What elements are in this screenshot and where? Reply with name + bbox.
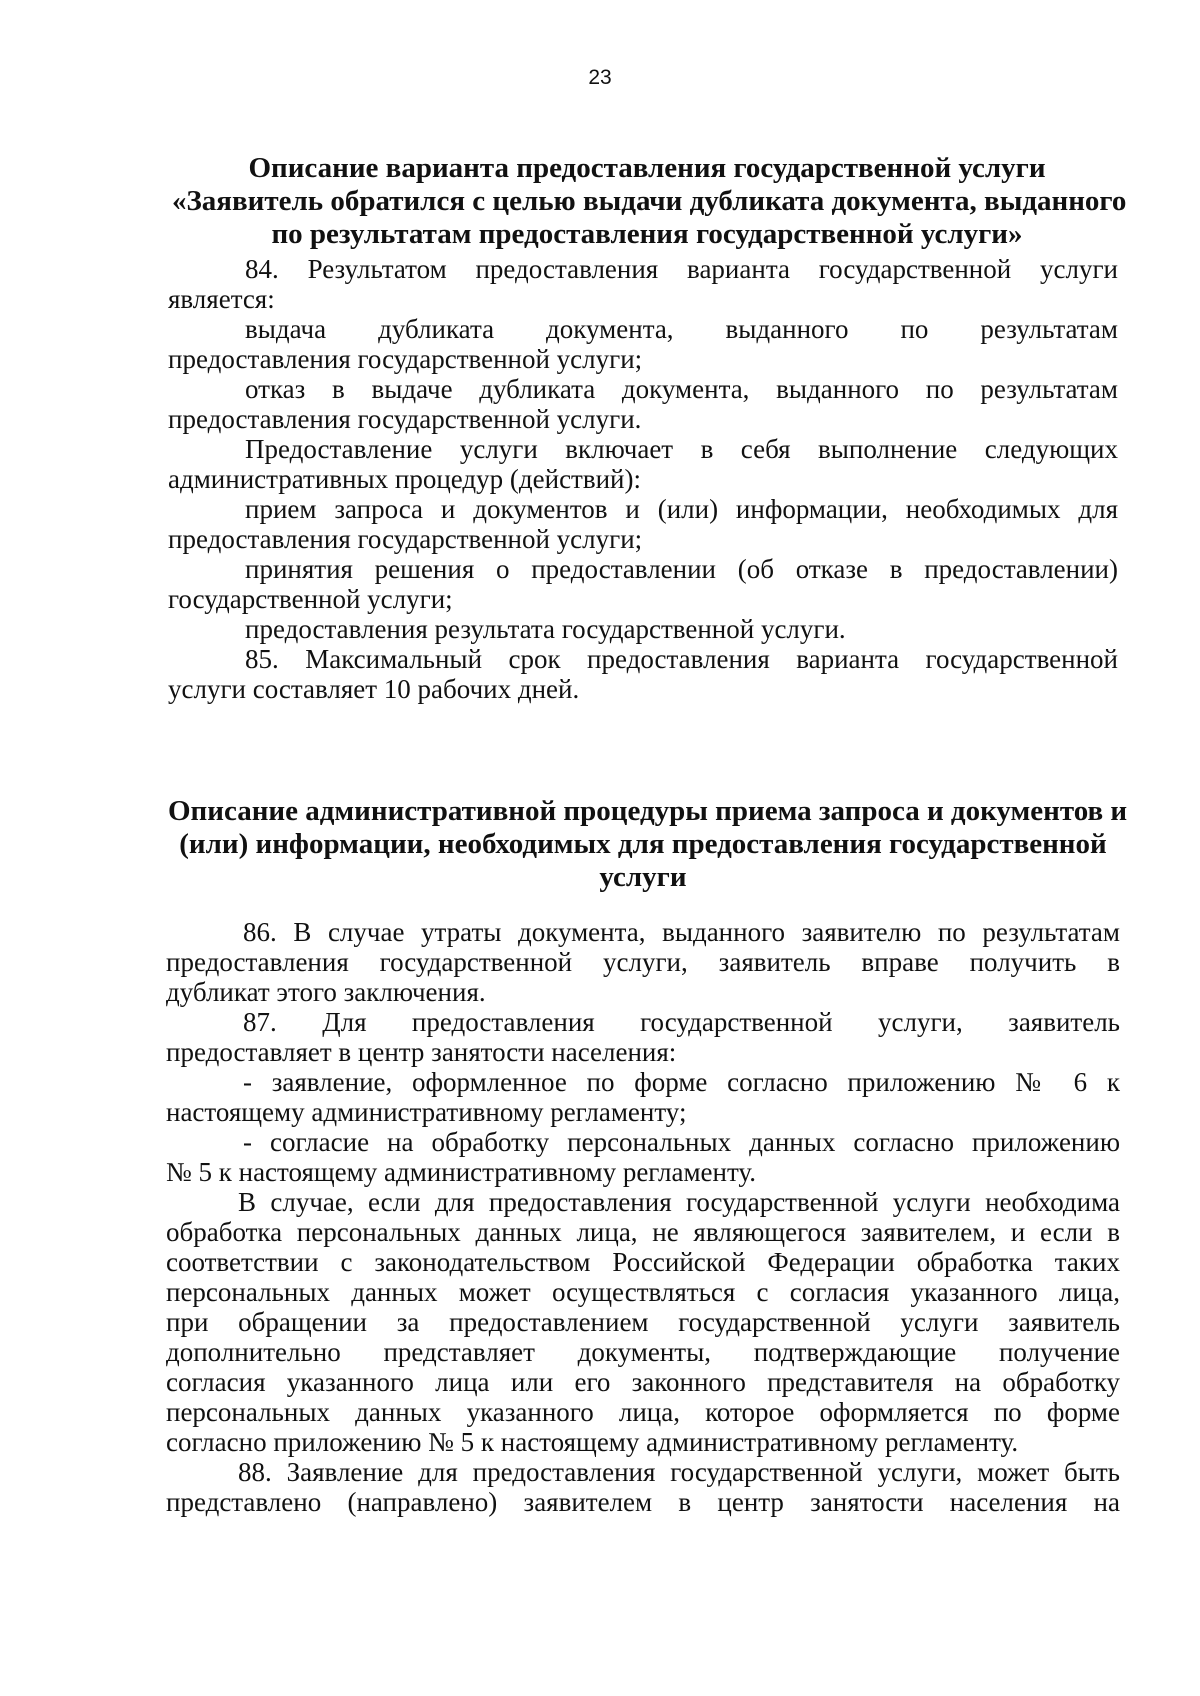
section-title-variant-description	[172, 152, 1127, 251]
paragraph-line: предоставления государственной услуги, заявитель вправе получить в	[166, 947, 1120, 977]
paragraph-line: Предоставление услуги включает в себя выполнение следующих	[245, 434, 1118, 464]
section-title-line: Описание варианта предоставления государственной услуги	[248, 152, 1046, 184]
section1-body	[168, 254, 1118, 704]
paragraph-line: предоставляет в центр занятости населения:	[166, 1037, 677, 1067]
paragraph-line: согласно приложению № 5 к настоящему административному регламенту.	[166, 1427, 1019, 1457]
paragraph-line: персональных данных указанного лица, которое оформляется по форме	[166, 1397, 1120, 1427]
paragraph-line: 88. Заявление для предоставления государственной услуги, может быть	[238, 1457, 1120, 1487]
paragraph-line: представлено (направлено) заявителем в центр занятости населения на	[166, 1487, 1120, 1517]
paragraph-line: В случае, если для предоставления государственной услуги необходима	[238, 1187, 1120, 1217]
section-title-line: по результатам предоставления государственной услуги»	[271, 218, 1023, 250]
section-title-line: «Заявитель обратился с целью выдачи дубликата документа, выданного	[172, 185, 1127, 217]
paragraph-line: 84. Результатом предоставления варианта государственной услуги	[245, 254, 1118, 284]
paragraph-line: дополнительно представляет документы, подтверждающие получение	[166, 1337, 1120, 1367]
paragraph-line: обработка персональных данных лица, не являющегося заявителем, и если в	[166, 1217, 1120, 1247]
section-title-admin-procedure	[168, 795, 1128, 894]
paragraph-line: является:	[168, 284, 275, 314]
paragraph-line: дубликат этого заключения.	[166, 977, 486, 1007]
paragraph-line: - согласие на обработку персональных данных согласно приложению	[243, 1127, 1120, 1157]
page-number: 23	[588, 66, 612, 89]
section-title-line: услуги	[599, 861, 687, 893]
paragraph-line: государственной услуги;	[168, 584, 453, 614]
paragraph-line: принятия решения о предоставлении (об отказе в предоставлении)	[245, 554, 1118, 584]
paragraph-line: предоставления государственной услуги;	[168, 524, 643, 554]
paragraph-line: предоставления государственной услуги.	[168, 404, 642, 434]
paragraph-line: предоставления результата государственной услуги.	[245, 614, 846, 644]
paragraph-line: прием запроса и документов и (или) информации, необходимых для	[245, 494, 1118, 524]
paragraph-line: при обращении за предоставлением государственной услуги заявитель	[166, 1307, 1120, 1337]
paragraph-line: услуги составляет 10 рабочих дней.	[168, 674, 580, 704]
section2-body	[166, 917, 1120, 1517]
paragraph-line: отказ в выдаче дубликата документа, выданного по результатам	[245, 374, 1118, 404]
paragraph-line: настоящему административному регламенту;	[166, 1097, 687, 1127]
paragraph-line: 86. В случае утраты документа, выданного заявителю по результатам	[243, 917, 1120, 947]
section-title-line: (или) информации, необходимых для предоставления государственной	[179, 828, 1107, 860]
paragraph-line: № 5 к настоящему административному регламенту.	[166, 1157, 756, 1187]
paragraph-line: соответствии с законодательством Российской Федерации обработка таких	[166, 1247, 1120, 1277]
paragraph-line: предоставления государственной услуги;	[168, 344, 643, 374]
paragraph-line: 85. Максимальный срок предоставления варианта государственной	[245, 644, 1118, 674]
paragraph-line: согласия указанного лица или его законного представителя на обработку	[166, 1367, 1120, 1397]
paragraph-line: выдача дубликата документа, выданного по результатам	[245, 314, 1118, 344]
paragraph-line: 87. Для предоставления государственной услуги, заявитель	[243, 1007, 1120, 1037]
paragraph-line: административных процедур (действий):	[168, 464, 641, 494]
section-title-line: Описание административной процедуры приема запроса и документов и	[168, 795, 1128, 827]
paragraph-line: - заявление, оформленное по форме согласно приложению № 6 к	[243, 1067, 1120, 1097]
paragraph-line: персональных данных может осуществляться с согласия указанного лица,	[166, 1277, 1120, 1307]
